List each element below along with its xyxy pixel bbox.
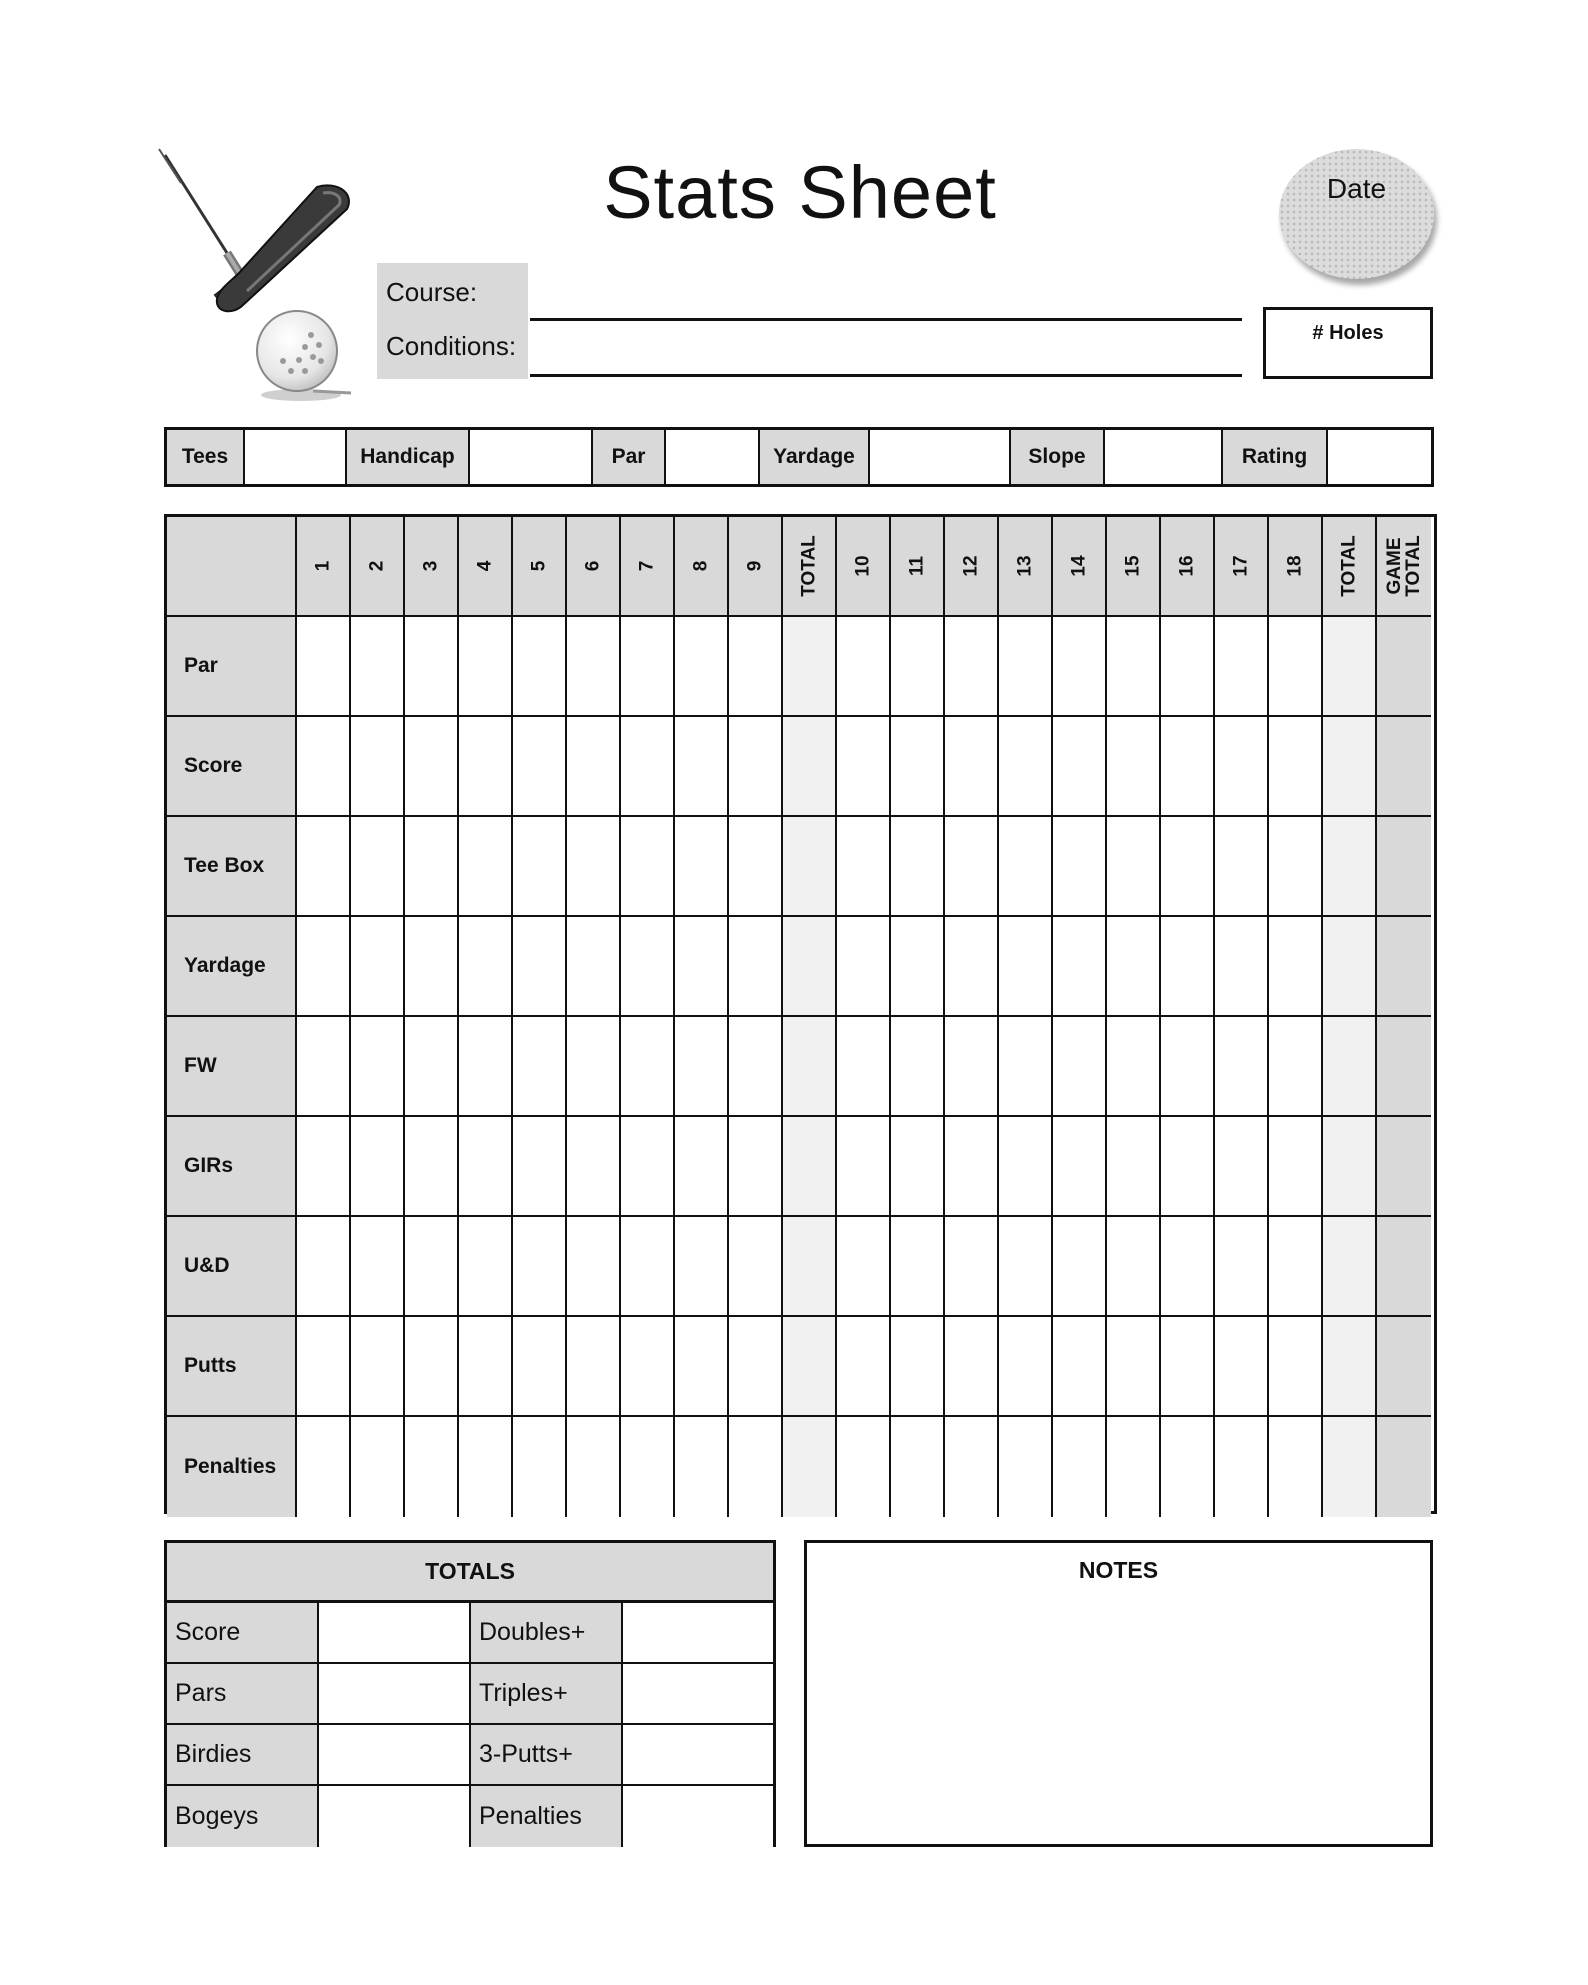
grid-cell[interactable] [405, 617, 459, 717]
page-title: Stats Sheet [603, 151, 997, 234]
column-header [1215, 517, 1269, 617]
grid-cell[interactable] [567, 1217, 621, 1317]
grid-cell[interactable] [945, 1317, 999, 1417]
grid-cell[interactable] [621, 1017, 675, 1117]
grid-cell[interactable] [351, 1017, 405, 1117]
column-header [783, 517, 837, 617]
grid-cell[interactable] [459, 617, 513, 717]
grid-cell[interactable] [1323, 917, 1377, 1017]
grid-cell[interactable] [891, 1217, 945, 1317]
grid-cell[interactable] [945, 1117, 999, 1217]
grid-cell[interactable] [1107, 917, 1161, 1017]
grid-cell[interactable] [513, 1117, 567, 1217]
grid-cell[interactable] [1377, 617, 1431, 717]
grid-cell[interactable] [621, 817, 675, 917]
grid-cell[interactable] [459, 1117, 513, 1217]
grid-cell[interactable] [945, 1017, 999, 1117]
grid-cell[interactable] [621, 717, 675, 817]
column-header-label: 8 [690, 560, 712, 572]
grid-cell[interactable] [1161, 917, 1215, 1017]
grid-cell[interactable] [1215, 917, 1269, 1017]
grid-cell[interactable] [891, 1017, 945, 1117]
course-conditions-labels [377, 263, 528, 379]
grid-cell[interactable] [297, 1317, 351, 1417]
grid-cell[interactable] [1107, 717, 1161, 817]
grid-cell[interactable] [837, 1317, 891, 1417]
grid-cell[interactable] [1269, 817, 1323, 917]
grid-cell[interactable] [729, 1317, 783, 1417]
grid-cell[interactable] [675, 617, 729, 717]
grid-cell[interactable] [513, 1317, 567, 1417]
grid-cell[interactable] [297, 1417, 351, 1517]
grid-cell[interactable] [891, 717, 945, 817]
grid-cell[interactable] [1107, 1417, 1161, 1517]
holes-field[interactable] [1263, 307, 1433, 379]
tees-label: Tees [167, 430, 245, 484]
row-label: GIRs [167, 1117, 297, 1217]
grid-cell[interactable] [459, 817, 513, 917]
totals-bogeys-label: Bogeys [167, 1786, 319, 1847]
totals-score-label: Score [167, 1603, 319, 1664]
grid-cell[interactable] [1269, 1217, 1323, 1317]
grid-cell[interactable] [1377, 1217, 1431, 1317]
column-header-label: 10 [852, 555, 874, 577]
grid-cell[interactable] [1161, 1117, 1215, 1217]
grid-cell[interactable] [1323, 1217, 1377, 1317]
grid-cell[interactable] [999, 717, 1053, 817]
rating-label: Rating [1223, 430, 1328, 484]
totals-doubles-input[interactable] [623, 1603, 773, 1664]
totals-title: TOTALS [167, 1543, 773, 1603]
grid-cell[interactable] [1053, 817, 1107, 917]
row-label: U&D [167, 1217, 297, 1317]
course-label: Course: [386, 277, 478, 307]
stats-grid [164, 514, 1437, 1514]
grid-cell[interactable] [1107, 817, 1161, 917]
yardage-label: Yardage [760, 430, 870, 484]
grid-cell[interactable] [1323, 1417, 1377, 1517]
grid-cell[interactable] [1269, 717, 1323, 817]
grid-cell[interactable] [567, 917, 621, 1017]
column-header-label: 11 [906, 555, 928, 577]
grid-cell[interactable] [837, 1117, 891, 1217]
column-header-label: 5 [528, 560, 550, 572]
column-header-label: GAME TOTAL [1384, 535, 1424, 597]
column-header [351, 517, 405, 617]
grid-cell[interactable] [675, 917, 729, 1017]
grid-cell[interactable] [459, 1017, 513, 1117]
grid-cell[interactable] [297, 717, 351, 817]
column-header-label: 4 [474, 560, 496, 572]
grid-cell[interactable] [891, 617, 945, 717]
grid-cell[interactable] [675, 1317, 729, 1417]
column-header-label: 17 [1230, 555, 1252, 577]
column-header [1269, 517, 1323, 617]
grid-cell[interactable] [1053, 1417, 1107, 1517]
grid-cell[interactable] [945, 817, 999, 917]
column-header [1161, 517, 1215, 617]
grid-cell[interactable] [297, 617, 351, 717]
grid-cell[interactable] [351, 1417, 405, 1517]
grid-cell[interactable] [1053, 917, 1107, 1017]
grid-cell[interactable] [783, 717, 837, 817]
yardage-input[interactable] [870, 430, 1011, 484]
grid-cell[interactable] [1053, 717, 1107, 817]
grid-cell[interactable] [621, 1317, 675, 1417]
rating-input[interactable] [1328, 430, 1431, 484]
grid-cell[interactable] [513, 917, 567, 1017]
par-label: Par [593, 430, 666, 484]
grid-cell[interactable] [405, 1417, 459, 1517]
slope-input[interactable] [1105, 430, 1223, 484]
grid-cell[interactable] [1107, 1017, 1161, 1117]
grid-cell[interactable] [1377, 917, 1431, 1017]
grid-cell[interactable] [513, 1017, 567, 1117]
column-header [999, 517, 1053, 617]
date-label: Date [1326, 173, 1387, 204]
row-label: Tee Box [167, 817, 297, 917]
grid-cell[interactable] [621, 617, 675, 717]
grid-cell[interactable] [837, 1417, 891, 1517]
grid-cell[interactable] [783, 1017, 837, 1117]
grid-cell[interactable] [1161, 1217, 1215, 1317]
grid-cell[interactable] [675, 1417, 729, 1517]
grid-cell[interactable] [729, 917, 783, 1017]
grid-cell[interactable] [1269, 1017, 1323, 1117]
grid-cell[interactable] [1215, 1317, 1269, 1417]
grid-cell[interactable] [945, 917, 999, 1017]
golf-ball-icon [253, 305, 353, 405]
grid-cell[interactable] [1215, 817, 1269, 917]
grid-cell[interactable] [675, 1117, 729, 1217]
column-header [1377, 517, 1431, 617]
grid-cell[interactable] [783, 617, 837, 717]
column-header [1053, 517, 1107, 617]
grid-cell[interactable] [1377, 1317, 1431, 1417]
handicap-input[interactable] [470, 430, 593, 484]
column-header-label: 7 [636, 560, 658, 572]
grid-cell[interactable] [999, 617, 1053, 717]
totals-pars-input[interactable] [319, 1664, 471, 1725]
grid-cell[interactable] [567, 1317, 621, 1417]
grid-cell[interactable] [1161, 1317, 1215, 1417]
grid-cell[interactable] [1215, 717, 1269, 817]
grid-cell[interactable] [999, 1017, 1053, 1117]
grid-cell[interactable] [1269, 1117, 1323, 1217]
grid-cell[interactable] [945, 1217, 999, 1317]
grid-cell[interactable] [837, 1017, 891, 1117]
grid-cell[interactable] [891, 1117, 945, 1217]
grid-cell[interactable] [783, 1317, 837, 1417]
grid-cell[interactable] [459, 717, 513, 817]
grid-cell[interactable] [891, 917, 945, 1017]
column-header-label: 12 [960, 555, 982, 577]
grid-cell[interactable] [621, 1117, 675, 1217]
slope-label: Slope [1011, 430, 1105, 484]
grid-cell[interactable] [1323, 1017, 1377, 1117]
grid-cell[interactable] [297, 1017, 351, 1117]
grid-cell[interactable] [1215, 1417, 1269, 1517]
column-header [1107, 517, 1161, 617]
grid-cell[interactable] [567, 717, 621, 817]
column-header-label: 9 [744, 560, 766, 572]
grid-cell[interactable] [837, 1217, 891, 1317]
row-label: Par [167, 617, 297, 717]
row-label: Score [167, 717, 297, 817]
grid-cell[interactable] [837, 817, 891, 917]
grid-cell[interactable] [1107, 1317, 1161, 1417]
grid-cell[interactable] [297, 917, 351, 1017]
grid-cell[interactable] [405, 817, 459, 917]
grid-cell[interactable] [1269, 1417, 1323, 1517]
grid-cell[interactable] [891, 817, 945, 917]
totals-table [164, 1540, 776, 1847]
grid-cell[interactable] [729, 1417, 783, 1517]
column-header-label: 13 [1014, 555, 1036, 577]
grid-cell[interactable] [1215, 617, 1269, 717]
grid-cell[interactable] [675, 1217, 729, 1317]
grid-cell[interactable] [351, 1317, 405, 1417]
grid-cell[interactable] [405, 1217, 459, 1317]
conditions-input-line[interactable] [530, 374, 1242, 377]
grid-cell[interactable] [351, 1217, 405, 1317]
grid-cell[interactable] [459, 1417, 513, 1517]
grid-cell[interactable] [1269, 617, 1323, 717]
grid-cell[interactable] [1323, 617, 1377, 717]
column-header-label: TOTAL [798, 535, 820, 597]
grid-cell[interactable] [891, 1317, 945, 1417]
grid-cell[interactable] [297, 1117, 351, 1217]
grid-cell[interactable] [1053, 1317, 1107, 1417]
column-header [405, 517, 459, 617]
notes-title: NOTES [1078, 1557, 1159, 1583]
column-header-label: 1 [312, 560, 334, 572]
totals-doubles-label: Doubles+ [471, 1603, 623, 1664]
grid-cell[interactable] [1053, 1217, 1107, 1317]
grid-cell[interactable] [729, 717, 783, 817]
logo [155, 145, 385, 405]
grid-cell[interactable] [945, 617, 999, 717]
grid-cell[interactable] [837, 917, 891, 1017]
grid-cell[interactable] [459, 1217, 513, 1317]
par-input[interactable] [666, 430, 760, 484]
grid-cell[interactable] [567, 1117, 621, 1217]
totals-triples-label: Triples+ [471, 1664, 623, 1725]
column-header [837, 517, 891, 617]
grid-cell[interactable] [1377, 817, 1431, 917]
column-header [459, 517, 513, 617]
grid-cell[interactable] [783, 917, 837, 1017]
grid-cell[interactable] [567, 817, 621, 917]
column-header [513, 517, 567, 617]
column-header [297, 517, 351, 617]
column-header-label: 2 [366, 560, 388, 572]
grid-cell[interactable] [351, 717, 405, 817]
grid-cell[interactable] [405, 917, 459, 1017]
grid-cell[interactable] [351, 1117, 405, 1217]
grid-cell[interactable] [1269, 1317, 1323, 1417]
column-header-label: TOTAL [1338, 535, 1360, 597]
grid-cell[interactable] [1323, 1317, 1377, 1417]
grid-cell[interactable] [513, 1417, 567, 1517]
holes-label: # Holes [1312, 322, 1384, 344]
grid-cell[interactable] [1161, 617, 1215, 717]
grid-cell[interactable] [1269, 917, 1323, 1017]
totals-triples-input[interactable] [623, 1664, 773, 1725]
notes-box[interactable] [804, 1540, 1433, 1847]
grid-cell[interactable] [297, 817, 351, 917]
grid-cell[interactable] [1053, 1017, 1107, 1117]
grid-cell[interactable] [945, 1417, 999, 1517]
grid-cell[interactable] [621, 1217, 675, 1317]
grid-cell[interactable] [1377, 1417, 1431, 1517]
totals-pars-label: Pars [167, 1664, 319, 1725]
grid-cell[interactable] [351, 917, 405, 1017]
grid-cell[interactable] [1323, 717, 1377, 817]
totals-3putts-label: 3-Putts+ [471, 1725, 623, 1786]
totals-birdies-input[interactable] [319, 1725, 471, 1786]
grid-cell[interactable] [1053, 617, 1107, 717]
grid-cell[interactable] [729, 1017, 783, 1117]
grid-cell[interactable] [1053, 1117, 1107, 1217]
grid-cell[interactable] [783, 817, 837, 917]
grid-cell[interactable] [1377, 1117, 1431, 1217]
grid-cell[interactable] [729, 1217, 783, 1317]
totals-penalties-input[interactable] [623, 1786, 773, 1847]
totals-score-input[interactable] [319, 1603, 471, 1664]
grid-cell[interactable] [1215, 1017, 1269, 1117]
grid-cell[interactable] [891, 1417, 945, 1517]
grid-cell[interactable] [837, 717, 891, 817]
grid-cell[interactable] [999, 917, 1053, 1017]
column-header-label: 18 [1284, 555, 1306, 577]
grid-cell[interactable] [405, 1017, 459, 1117]
grid-cell[interactable] [999, 817, 1053, 917]
grid-cell[interactable] [459, 917, 513, 1017]
grid-cell[interactable] [837, 617, 891, 717]
column-header [621, 517, 675, 617]
grid-cell[interactable] [1215, 1117, 1269, 1217]
column-header [729, 517, 783, 617]
grid-cell[interactable] [351, 617, 405, 717]
grid-cell[interactable] [783, 1117, 837, 1217]
grid-cell[interactable] [1377, 1017, 1431, 1117]
column-header [675, 517, 729, 617]
totals-penalties-label: Penalties [471, 1786, 623, 1847]
grid-cell[interactable] [297, 1217, 351, 1317]
column-header-label: 14 [1068, 555, 1090, 577]
grid-cell[interactable] [999, 1417, 1053, 1517]
column-header-label: 6 [582, 560, 604, 572]
totals-3putts-input[interactable] [623, 1725, 773, 1786]
grid-cell[interactable] [675, 817, 729, 917]
conditions-label: Conditions: [386, 331, 517, 361]
grid-cell[interactable] [675, 1017, 729, 1117]
column-header [945, 517, 999, 617]
grid-cell[interactable] [1377, 717, 1431, 817]
tees-input[interactable] [245, 430, 347, 484]
course-info-bar [164, 427, 1434, 487]
grid-cell[interactable] [783, 1217, 837, 1317]
grid-cell[interactable] [513, 617, 567, 717]
column-header [1323, 517, 1377, 617]
grid-cell[interactable] [945, 717, 999, 817]
grid-cell[interactable] [405, 1117, 459, 1217]
grid-cell[interactable] [405, 717, 459, 817]
grid-cell[interactable] [729, 1117, 783, 1217]
grid-cell[interactable] [1161, 1417, 1215, 1517]
grid-cell[interactable] [1107, 1117, 1161, 1217]
grid-cell[interactable] [1323, 817, 1377, 917]
grid-cell[interactable] [567, 617, 621, 717]
grid-cell[interactable] [1161, 1017, 1215, 1117]
grid-cell[interactable] [999, 1217, 1053, 1317]
column-header [891, 517, 945, 617]
grid-cell[interactable] [1161, 717, 1215, 817]
grid-cell[interactable] [783, 1417, 837, 1517]
grid-cell[interactable] [621, 917, 675, 1017]
grid-cell[interactable] [567, 1417, 621, 1517]
date-field[interactable] [1279, 149, 1434, 279]
grid-cell[interactable] [513, 817, 567, 917]
row-label: Yardage [167, 917, 297, 1017]
handicap-label: Handicap [347, 430, 470, 484]
column-header-label: 15 [1122, 555, 1144, 577]
row-label: Penalties [167, 1417, 297, 1517]
grid-cell[interactable] [405, 1317, 459, 1417]
grid-cell[interactable] [1161, 817, 1215, 917]
row-label: FW [167, 1017, 297, 1117]
grid-cell[interactable] [729, 617, 783, 717]
grid-cell[interactable] [513, 1217, 567, 1317]
column-header-label: 16 [1176, 555, 1198, 577]
column-header [567, 517, 621, 617]
totals-birdies-label: Birdies [167, 1725, 319, 1786]
column-header-label: 3 [420, 560, 442, 572]
grid-cell[interactable] [999, 1117, 1053, 1217]
grid-cell[interactable] [513, 717, 567, 817]
grid-cell[interactable] [729, 817, 783, 917]
grid-cell[interactable] [675, 717, 729, 817]
row-label: Putts [167, 1317, 297, 1417]
grid-corner [167, 517, 297, 617]
grid-cell[interactable] [351, 817, 405, 917]
grid-cell[interactable] [1107, 617, 1161, 717]
grid-cell[interactable] [1215, 1217, 1269, 1317]
grid-cell[interactable] [459, 1317, 513, 1417]
grid-cell[interactable] [1323, 1117, 1377, 1217]
grid-cell[interactable] [567, 1017, 621, 1117]
grid-cell[interactable] [621, 1417, 675, 1517]
course-input-line[interactable] [530, 318, 1242, 321]
grid-cell[interactable] [999, 1317, 1053, 1417]
grid-cell[interactable] [1107, 1217, 1161, 1317]
totals-bogeys-input[interactable] [319, 1786, 471, 1847]
